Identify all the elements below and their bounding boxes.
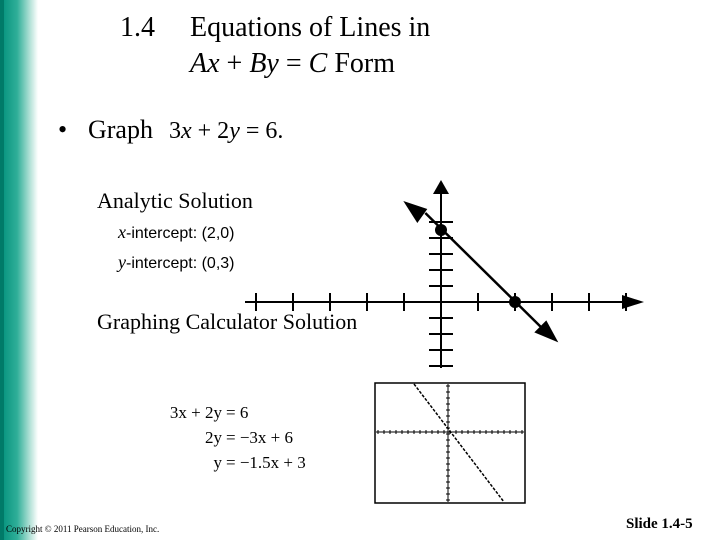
equation-rhs: = 6 (226, 403, 249, 422)
equation-lhs: y (213, 453, 222, 472)
slide-number: Slide 1.4-5 (626, 516, 693, 532)
screen-border (375, 383, 525, 503)
line-arrow-start (403, 201, 427, 223)
calculator-screen (374, 382, 526, 504)
section-number: 1.4 (120, 12, 155, 43)
line-graph (240, 172, 660, 372)
slide-title (120, 8, 430, 48)
bullet-label: Graph (88, 115, 153, 144)
y-intercept-value: -intercept: (0,3) (126, 255, 235, 272)
y-var: y (118, 252, 126, 272)
title-op-equals: = (278, 48, 309, 79)
x-intercept-value: -intercept: (2,0) (126, 225, 235, 242)
equation-row (148, 400, 306, 425)
equation-row (148, 450, 306, 475)
title-line-1: Equations of Lines in (190, 12, 431, 43)
eq-plus-2: + 2 (191, 118, 230, 144)
x-intercept-label (118, 221, 234, 245)
bullet-item (58, 112, 283, 149)
sidebar-edge (0, 0, 4, 540)
title-form-word: Form (327, 48, 396, 79)
x-var: x (118, 222, 126, 242)
equation-rhs: = −1.5x + 3 (226, 453, 306, 472)
title-var-c: C (308, 48, 328, 79)
analytic-solution-heading: Analytic Solution (97, 188, 253, 213)
equation-rhs: = −3x + 6 (226, 428, 294, 447)
bullet-equation (169, 113, 283, 149)
y-intercept-point (435, 224, 447, 236)
eq-coef-3: 3 (168, 118, 181, 144)
bullet-dot: • (58, 115, 68, 144)
calculator-solution-heading: Graphing Calculator Solution (97, 309, 358, 334)
title-var-b: By (249, 48, 279, 79)
equation-steps (148, 400, 306, 475)
eq-var-x: x (180, 118, 192, 144)
title-var-a: Ax (190, 48, 220, 79)
equation-row (148, 425, 306, 450)
eq-equals-6: = 6. (239, 118, 284, 144)
x-intercept-point (509, 296, 521, 308)
y-intercept-label (118, 251, 234, 275)
copyright-notice: Copyright © 2011 Pearson Education, Inc. (6, 524, 160, 534)
title-line-2 (190, 44, 395, 84)
sidebar-decoration (0, 0, 38, 540)
eq-var-y: y (229, 118, 240, 144)
y-axis-arrow (433, 180, 449, 194)
equation-lhs: 3x + 2y (169, 403, 222, 422)
title-op-plus: + (219, 48, 250, 79)
equation-lhs: 2y (205, 428, 222, 447)
